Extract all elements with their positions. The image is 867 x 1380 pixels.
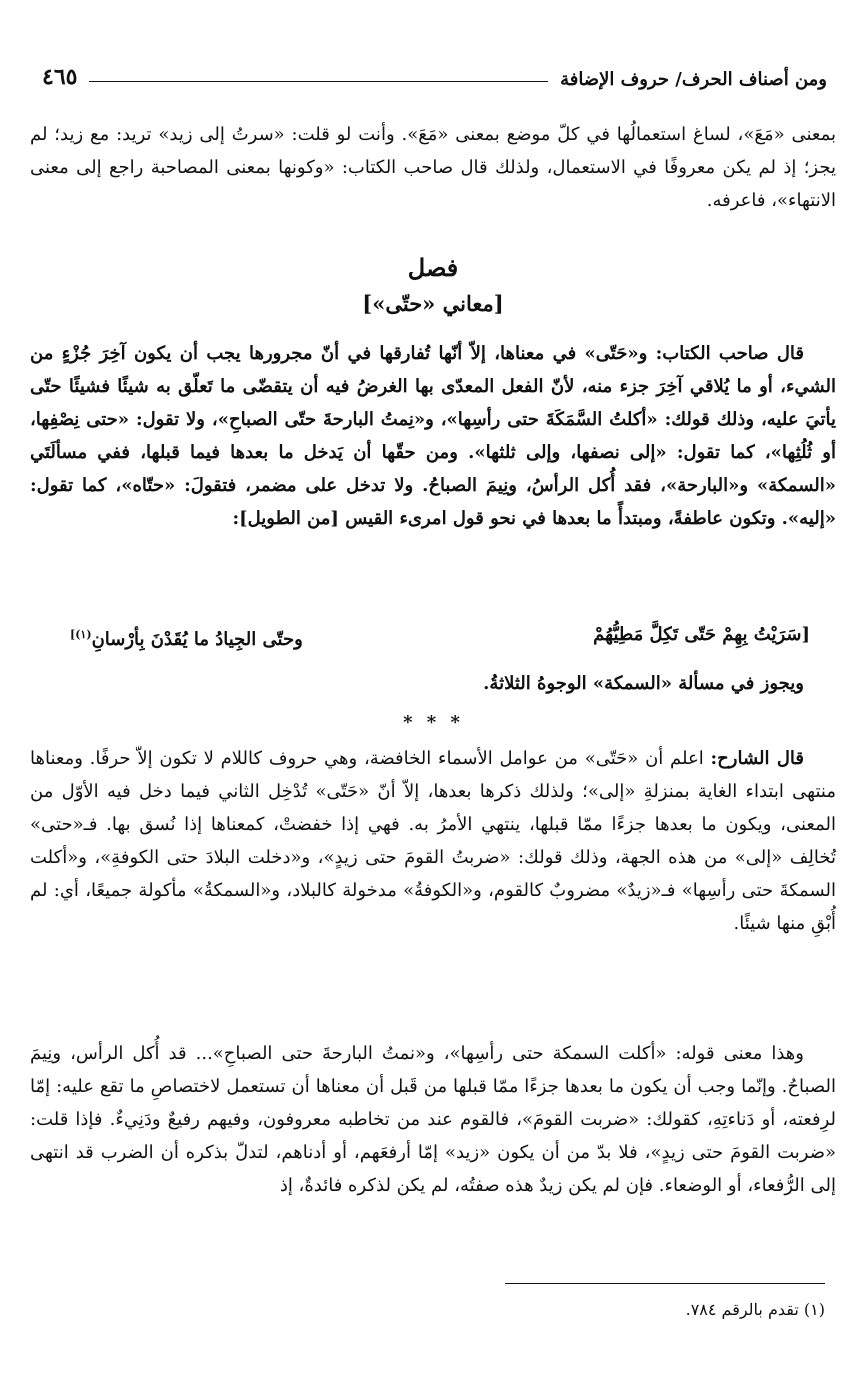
page-header xyxy=(42,52,827,92)
verse-second-hemistich xyxy=(70,618,303,657)
verse-line xyxy=(70,618,810,652)
commentary-label: قال الشارح: xyxy=(710,748,804,769)
paragraph-4 xyxy=(30,742,836,940)
paragraph-1: بمعنى «مَعَ»، لساغ استعمالُها في كلّ موضع بمعنى «مَعَ». وأنت لو قلت: «سرتُ إلى زيد» تريد: مع زيد؛ لم يجز؛ إذ لم يكن معروفًا في الاستعمال، ولذلك قال صاحب الكتاب: «وكونها بمعنى المصاحبة راجع إلى معنى الانتهاء»، فاعرفه. xyxy=(30,124,836,211)
paragraph-5: وهذا معنى قوله: «أكلت السمكة حتى رأسِها»، و«نمتُ البارحةَ حتى الصباحِ»... قد أُكل الرأس، ونِيمَ الصباحُ. وإنّما وجب أن يكون ما بعدها جزءًا ممّا قبلها من قَبل أن معناها أن تستعمل لاختصاصِ ما تقع عليه: إمّا لرِفعته، أو دَناءتِهِ، كقولك: «ضربت القومَ»، فالقوم عند من تخاطبه معروفون، وفيهم رفيعٌ ودَنِيءٌ. فإذا قلت: «ضربت القومَ حتى زيدٍ»، فلا بدّ من أن يكون «زيد» إمّا أرفعَهم، أو أدناهم، لتدلّ بذكره أن الضرب قد انتهى إلى الرُّفعاء، أو الوضعاء. فإن لم يكن زيدٌ هذه صفتُه، لم يكن لذكره فائدةٌ، إذ xyxy=(30,1043,836,1196)
section-separator: * * * xyxy=(403,712,464,733)
header-rule xyxy=(89,81,548,82)
paragraph-3: ويجوز في مسألة «السمكة» الوجوهُ الثلاثةُ. xyxy=(483,673,804,694)
page-number: ٤٦٥ xyxy=(42,64,78,90)
footnote-marker: (١)] xyxy=(70,628,92,641)
running-title: ومن أصناف الحرف/ حروف الإضافة xyxy=(560,69,827,90)
verse-second-text: وحتّى الجِيادُ ما يُقَدْنَ بِأرْسانِ xyxy=(91,629,303,650)
paragraph-2: قال صاحب الكتاب: و«حَتّى» في معناها، إلاّ أنّها تُفارقها في أنّ مجرورها يجب أن يكون آخِرَ جُزْءٍ من الشيء، أو ما يُلاقي آخِرَ جزء منه، لأنّ الفعل المعدّى بها الغرضُ فيه أن يتقضّى ما تَعلّق به شيئًا فشيئًا حتّى يأتيَ عليه، وذلك قولك: «أكلتُ السَّمَكَةَ حتى رأسِها»، و«نِمتُ البارحةَ حتّى الصباحِ»، ولا تقول: «حتى نِصْفِها، أو ثُلُثِها»، كما تقول: «إلى نصفها، وإلى ثلثها». ومن حقّها أن يَدخل ما بعدها فيما قبلها، ففي مسألَتَي «السمكة» و«البارحة»، فقد أُكل الرأسُ، ونِيمَ الصباحُ. ولا تدخل على مضمر، فتقولَ: «حتّاه»، كما تقول: «إليه». وتكون عاطفةً، ومبتدأً ما بعدها في نحو قول امرىء القيس [من الطويل]: xyxy=(30,343,836,529)
verse-first-hemistich: [سَرَيْتُ بِهِمْ حَتّى تَكِلَّ مَطِيُّهُمْ xyxy=(593,624,810,645)
footnote: (١) تقدم بالرقم ٧٨٤. xyxy=(685,1300,825,1319)
section-subtitle: [معاني «حتّى»] xyxy=(362,291,504,316)
section-title: فصل xyxy=(407,253,459,282)
footnote-rule xyxy=(505,1283,825,1284)
paragraph-4-text: اعلم أن «حَتّى» من عوامل الأسماء الخافضة، وهي حروف كاللام لا تكون إلاّ حرفًا. ومعناها منتهى ابتداء الغاية بمنزلةِ «إلى»؛ ولذلك ذكرها بعدها، إلاّ أنّ «حَتّى» تُدْخِل الثاني فيما دخل فيه الأوّل من المعنى، ويكون ما بعدها جزءًا ممّا قبلها، ينتهي الأمرُ به. فهي إذا خفضتْ، كمعناها إذا نُسق بها. فـ«حتى» تُخالِف «إلى» من هذه الجهة، وذلك قولك: «ضربتُ القومَ حتى زيدٍ»، و«دخلت البلادَ حتى الكوفةِ»، و«أكلت السمكةَ حتى رأسِها» فـ«زيدٌ» مضروبٌ كالقوم، و«الكوفةُ» مدخولة كالبلاد، و«السمكةُ» مأكولة جميعًا، أي: لم أُبْقِ منها شيئًا. xyxy=(30,748,836,934)
